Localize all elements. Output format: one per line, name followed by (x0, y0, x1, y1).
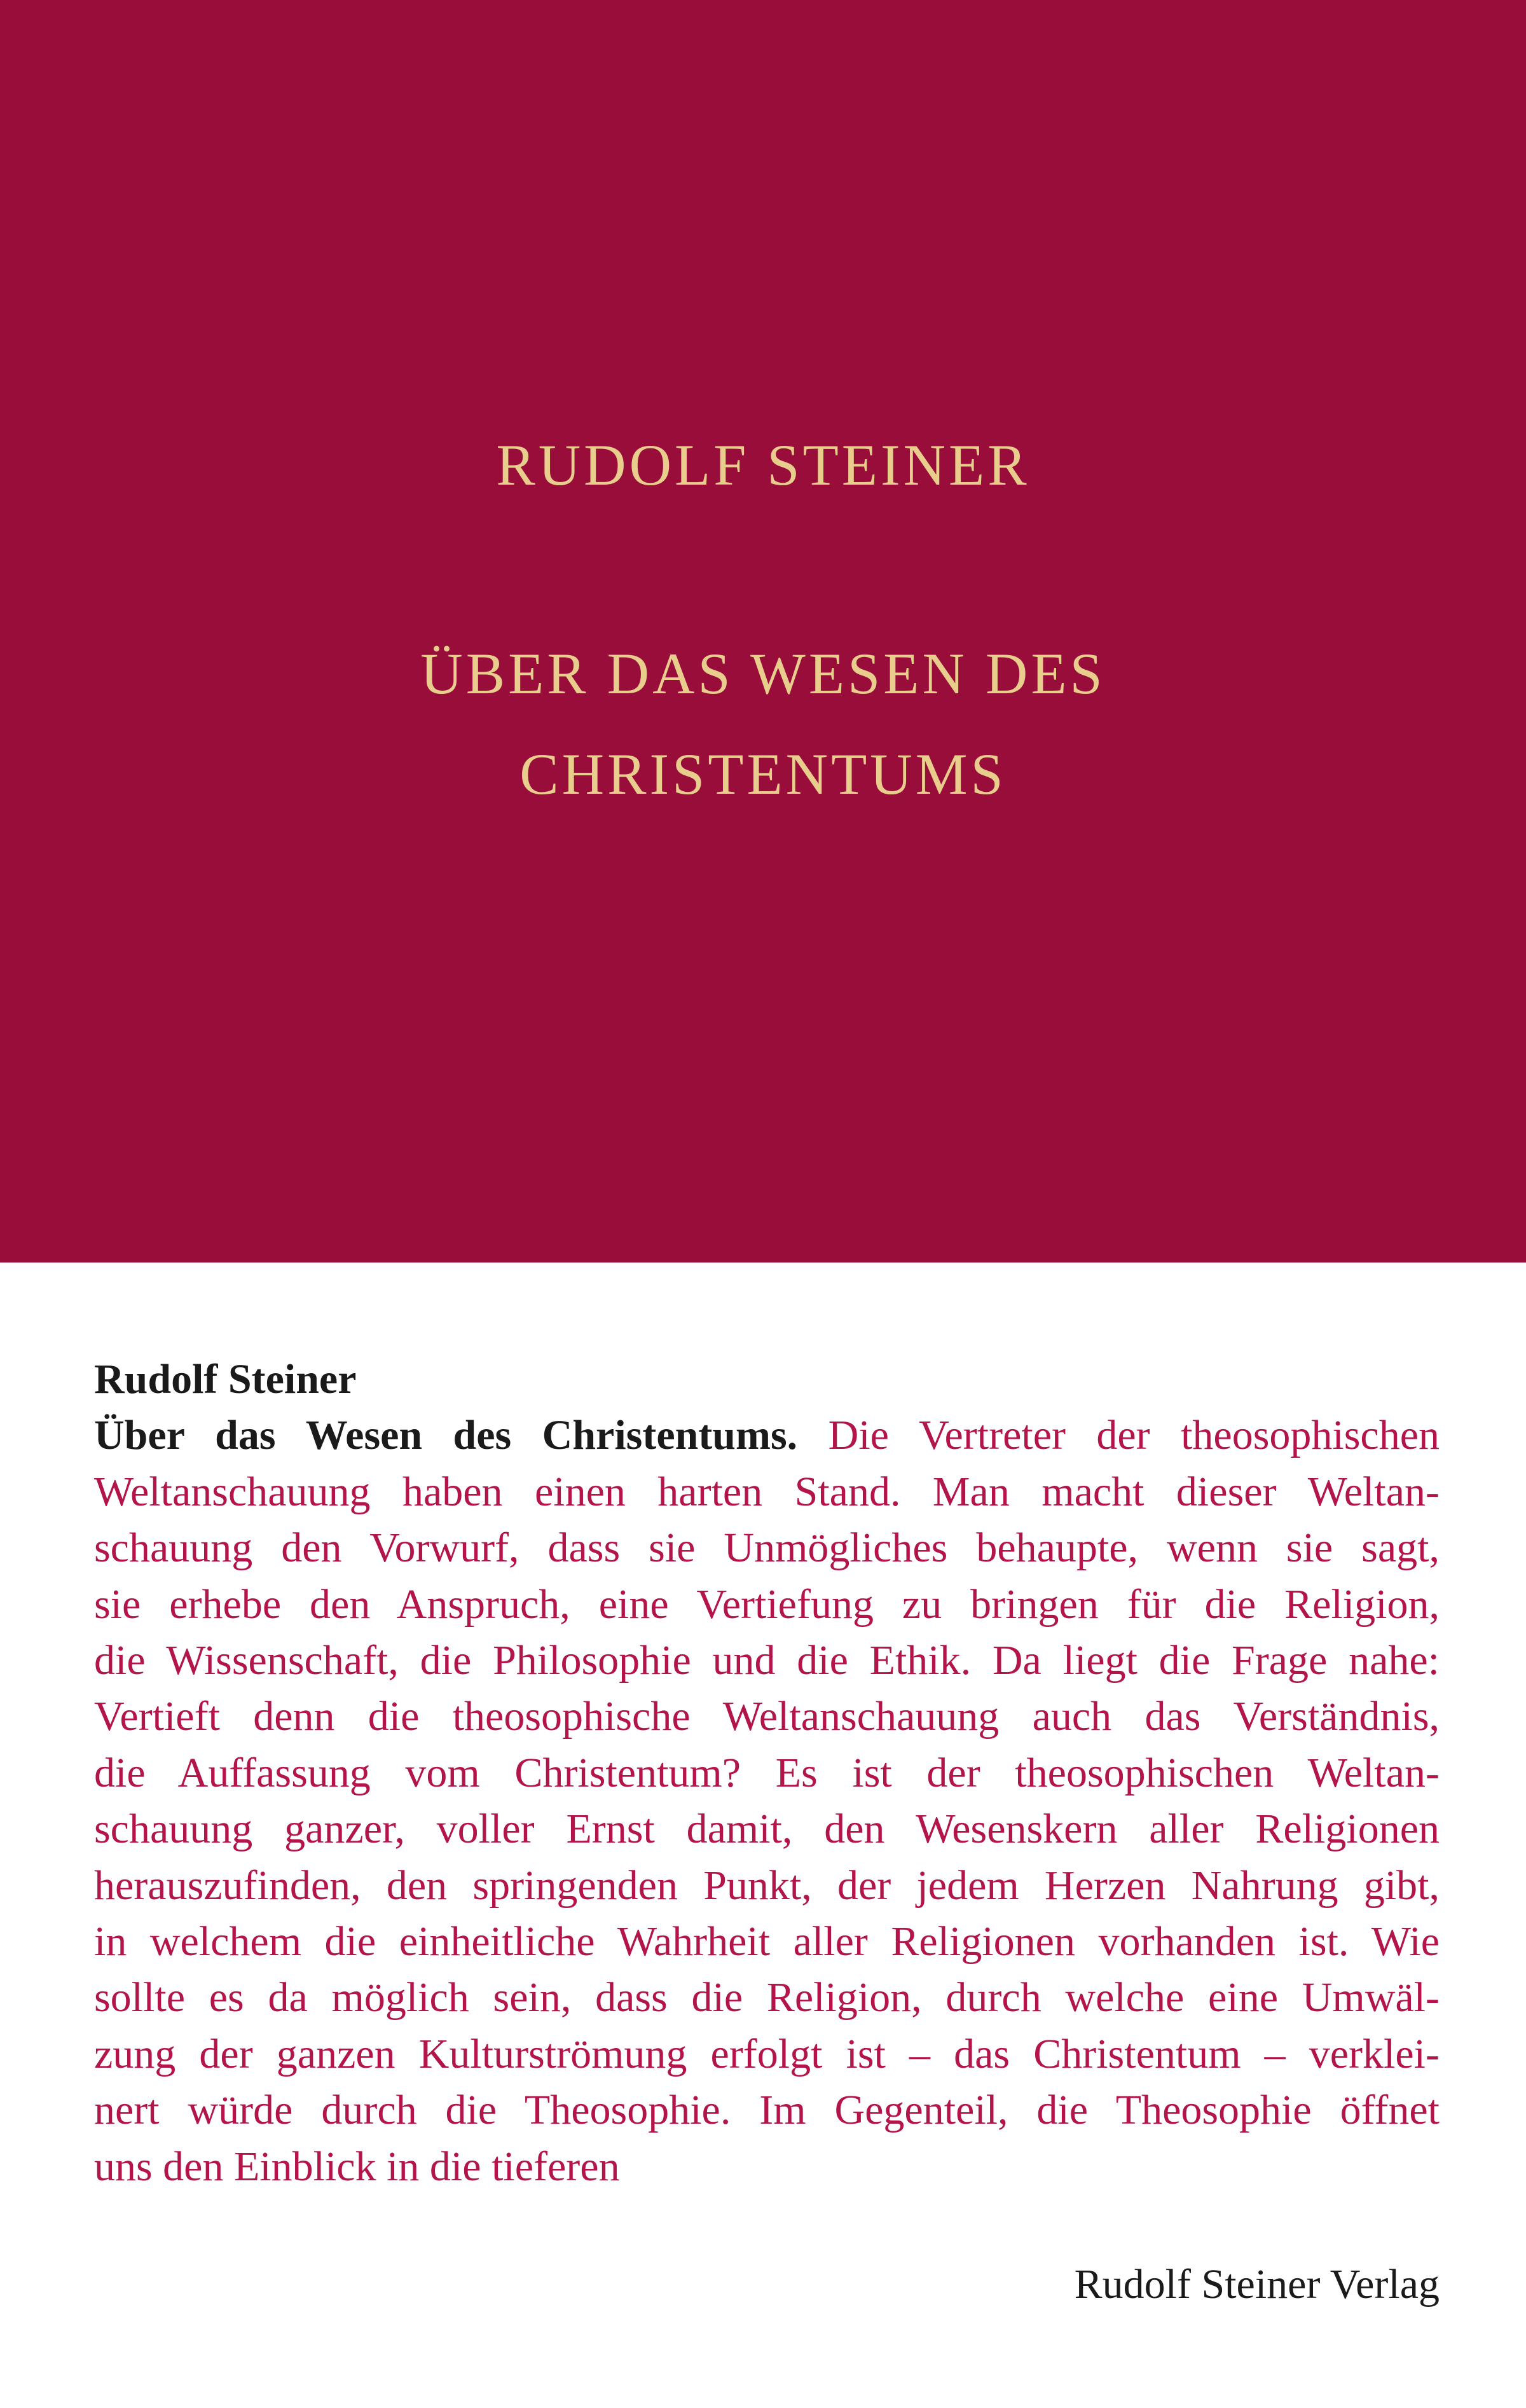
blurb-line-12: zung der ganzen Kulturströmung erfolgt ist – das Christentum – verklei- (94, 2030, 1440, 2077)
blurb-line-8: schauung ganzer, voller Ernst damit, den Wesenskern aller Religionen (94, 1806, 1440, 1853)
blurb-line-6: Vertieft denn die theosophische Weltanschauung auch das Verständnis, (94, 1693, 1440, 1740)
blurb-line-13: nert würde durch die Theosophie. Im Gegenteil, die Theosophie öffnet (94, 2087, 1440, 2134)
blurb-line-11: sollte es da möglich sein, dass die Religion, durch welche eine Umwäl- (94, 1974, 1440, 2021)
blurb-line-14: uns den Einblick in die tieferen (94, 2143, 620, 2190)
blurb-line-10: in welchem die einheitliche Wahrheit aller Religionen vorhanden ist. Wie (94, 1918, 1440, 1965)
blurb-text (94, 1352, 1440, 2195)
blurb-line-5: die Wissenschaft, die Philosophie und die Ethik. Da liegt die Frage nahe: (94, 1637, 1440, 1684)
blurb-line-2: Weltanschauung haben einen harten Stand. Man macht dieser Weltan- (94, 1468, 1440, 1515)
blurb-line-1-text: Die Vertreter der theosophischen (797, 1412, 1440, 1459)
publisher-name: Rudolf Steiner Verlag (1074, 2261, 1440, 2308)
blurb-line-9: herauszufinden, den springenden Punkt, der jedem Herzen Nahrung gibt, (94, 1862, 1440, 1909)
blurb-author: Rudolf Steiner (94, 1356, 357, 1402)
blurb-line-1 (94, 1408, 1440, 1463)
blurb-line-7: die Auffassung vom Christentum? Es ist der theosophischen Weltan- (94, 1749, 1440, 1796)
blurb-line-4: sie erhebe den Anspruch, eine Vertiefung zu bringen für die Religion, (94, 1581, 1440, 1628)
cover-title-line-1: ÜBER DAS WESEN DES (420, 641, 1106, 706)
cover-title-line-2: CHRISTENTUMS (519, 742, 1007, 806)
blurb-title: Über das Wesen des Christentums. (94, 1412, 798, 1459)
cover-author: RUDOLF STEINER (496, 432, 1030, 497)
cover-title (0, 623, 1526, 824)
blurb-line-3: schauung den Vorwurf, dass sie Unmögliches behaupte, wenn sie sagt, (94, 1525, 1440, 1572)
